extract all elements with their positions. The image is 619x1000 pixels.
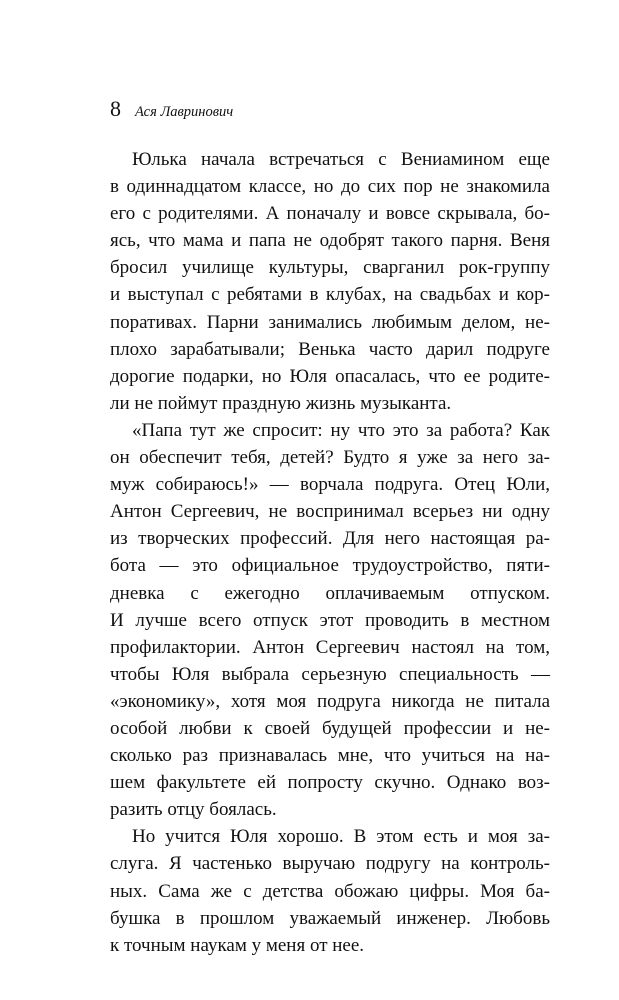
text-line: «экономику», хотя моя подруга никогда не питала bbox=[110, 690, 550, 712]
text-line: из творческих профессий. Для него настоящая ра- bbox=[110, 528, 550, 550]
text-line: «Папа тут же спросит: ну что это за работа? Как bbox=[132, 419, 550, 441]
text-line: особой любви к своей будущей профессии и не- bbox=[110, 717, 550, 739]
text-line: шем факультете ей попросту скучно. Однако воз- bbox=[110, 772, 550, 794]
text-line: Юлька начала встречаться с Вениамином еще bbox=[132, 149, 550, 170]
text-line: плохо зарабатывали; Венька часто дарил подруге bbox=[110, 338, 550, 360]
author-name: Ася Лавринович bbox=[135, 104, 234, 120]
running-head bbox=[110, 95, 233, 123]
text-line: в одиннадцатом классе, но до сих пор не знакомила bbox=[110, 176, 550, 198]
text-line: бросил училище культуры, сварганил рок-группу bbox=[110, 257, 550, 279]
text-line: поративах. Парни занимались любимым делом, не- bbox=[110, 311, 550, 333]
text-line: профилактории. Антон Сергеевич настоял на том, bbox=[110, 636, 550, 658]
text-line: ли не поймут праздную жизнь музыканта. bbox=[110, 392, 452, 414]
text-line: Антон Сергеевич, не воспринимал всерьез ни одну bbox=[110, 501, 550, 523]
page-number: 8 bbox=[110, 96, 121, 121]
text-line: И лучше всего отпуск этот проводить в местном bbox=[110, 609, 550, 631]
text-line: ных. Сама же с детства обожаю цифры. Моя ба- bbox=[110, 880, 550, 902]
text-line: ясь, что мама и папа не одобрят такого парня. Веня bbox=[110, 230, 550, 252]
text-line: бушка в прошлом уважаемый инженер. Любовь bbox=[110, 907, 550, 929]
text-line: дневка с ежегодно оплачиваемым отпуском. bbox=[110, 582, 550, 604]
text-line: дорогие подарки, но Юля опасалась, что ее родите- bbox=[110, 365, 550, 387]
text-line: Но учится Юля хорошо. В этом есть и моя за- bbox=[132, 826, 550, 848]
text-line: слуга. Я частенько выручаю подругу на контроль- bbox=[110, 853, 550, 875]
text-line: к точным наукам у меня от нее. bbox=[110, 934, 365, 956]
text-line: бота — это официальное трудоустройство, пяти- bbox=[110, 555, 550, 577]
text-line: чтобы Юля выбрала серьезную специальность — bbox=[110, 663, 550, 685]
text-line: сколько раз признавалась мне, что учиться на на- bbox=[110, 745, 550, 767]
body-text bbox=[110, 146, 550, 959]
text-line: его с родителями. А поначалу и вовсе скрывала, бо- bbox=[110, 203, 550, 225]
text-line: разить отцу боялась. bbox=[110, 799, 277, 821]
text-line: муж собираюсь!» — ворчала подруга. Отец Юли, bbox=[110, 474, 550, 496]
text-line: он обеспечит тебя, детей? Будто я уже за него за- bbox=[110, 447, 550, 469]
text-line: и выступал с ребятами в клубах, на свадьбах и кор- bbox=[110, 284, 550, 306]
